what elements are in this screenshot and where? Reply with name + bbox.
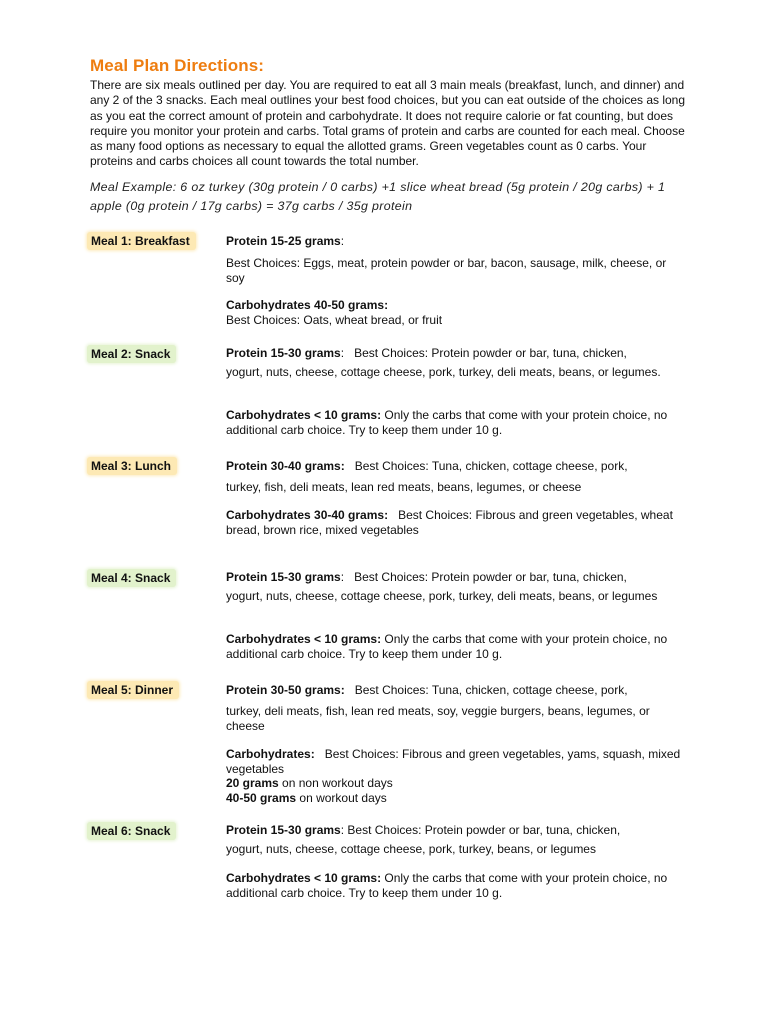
intro-paragraph: There are six meals outlined per day. You are required to eat all 3 main meals (breakfast, lunch, and dinner) and any 2 of the 3 snacks. Each meal outlines your best food choices, but you can eat outside of the choices as long as you eat the correct amount of protein and carbohydrate. It does not require calorie or fat counting, but does require you monitor your protein and carbs. Total grams of protein and carbs are counted for each meal. Choose as many food options as necessary to equal the allotted grams. Green vegetables count as 0 carbs. Your proteins and carbs choices all count towards the total number. (90, 78, 686, 169)
carb-heading: Carbohydrates < 10 grams: (226, 632, 382, 646)
meal-6-protein-choices: yogurt, nuts, cheese, cottage cheese, pork, turkey, beans, or legumes (226, 842, 596, 856)
protein-colon: : (340, 823, 345, 837)
protein-heading: Protein 30-50 grams: (226, 683, 345, 697)
meal-5-workout (226, 791, 686, 806)
protein-colon: : (340, 570, 345, 584)
meal-label-breakfast: Meal 1: Breakfast (87, 232, 196, 250)
carb-heading: Carbohydrates 30-40 grams: (226, 508, 389, 522)
meal-3-carbs (226, 508, 686, 537)
meal-6-protein-line (226, 823, 686, 838)
meal-label-snack-3: Meal 6: Snack (87, 822, 176, 840)
protein-choices-start: Best Choices: Protein powder or bar, tuna, chicken, (347, 823, 621, 837)
workout-text: on workout days (299, 791, 387, 805)
protein-choices-start: Best Choices: Tuna, chicken, cottage cheese, pork, (354, 683, 628, 697)
meal-2-protein-choices: yogurt, nuts, cheese, cottage cheese, pork, turkey, deli meats, beans, or legumes. (226, 365, 661, 379)
protein-heading: Protein 15-30 grams (226, 570, 341, 584)
meal-1-carb-choices: Best Choices: Oats, wheat bread, or fruit (226, 313, 443, 327)
non-workout-grams: 20 grams (226, 776, 279, 790)
carb-choices: Only the carbs that come with your protein choice, no additional carb choice. Try to keep them under 10 g. (226, 871, 668, 900)
protein-heading: Protein 30-40 grams: (226, 459, 345, 473)
protein-choices-start: Best Choices: Protein powder or bar, tuna, chicken, (354, 346, 627, 360)
meal-label-lunch: Meal 3: Lunch (87, 457, 177, 475)
meal-3-protein-choices: turkey, fish, deli meats, lean red meats, beans, legumes, or cheese (226, 480, 582, 494)
protein-choices-start: Best Choices: Tuna, chicken, cottage cheese, pork, (354, 459, 628, 473)
meal-5-non-workout (226, 776, 686, 791)
protein-heading: Protein 15-30 grams (226, 823, 341, 837)
meal-4-carbs (226, 632, 686, 661)
protein-colon: : (340, 234, 345, 248)
meal-4-protein-choices: yogurt, nuts, cheese, cottage cheese, pork, turkey, deli meats, beans, or legumes (226, 589, 658, 603)
non-workout-text: on non workout days (282, 776, 393, 790)
protein-colon: : (340, 346, 345, 360)
meal-example: Meal Example: 6 oz turkey (30g protein / 0 carbs) +1 slice wheat bread (5g protein / 20g carbs) + 1 apple (0g protein / 17g carbs) = 37g carbs / 35g protein (90, 180, 666, 213)
meal-1-carb-heading (226, 298, 686, 313)
carb-heading: Carbohydrates 40-50 grams: (226, 298, 389, 312)
meal-6-carbs (226, 871, 686, 900)
protein-choices-start: Best Choices: Protein powder or bar, tuna, chicken, (354, 570, 627, 584)
page-title: Meal Plan Directions: (90, 56, 265, 75)
carb-heading: Carbohydrates < 10 grams: (226, 408, 382, 422)
meal-1-protein-heading (226, 234, 686, 249)
meal-5-carbs (226, 747, 686, 776)
meal-label-dinner: Meal 5: Dinner (87, 681, 179, 699)
carb-heading: Carbohydrates < 10 grams: (226, 871, 382, 885)
meal-3-protein-line (226, 459, 686, 474)
meal-label-snack-1: Meal 2: Snack (87, 345, 176, 363)
meal-5-protein-choices: turkey, deli meats, fish, lean red meats, soy, veggie burgers, beans, legumes, or cheese (226, 704, 650, 733)
meal-label-snack-2: Meal 4: Snack (87, 569, 176, 587)
carb-choices: Only the carbs that come with your protein choice, no additional carb choice. Try to keep them under 10 g. (226, 632, 668, 661)
carb-heading: Carbohydrates: (226, 747, 315, 761)
workout-grams: 40-50 grams (226, 791, 297, 805)
protein-heading: Protein 15-25 grams (226, 234, 341, 248)
carb-choices: Best Choices: Fibrous and green vegetables, wheat bread, brown rice, mixed vegetables (226, 508, 673, 537)
meal-4-protein-line (226, 570, 686, 585)
carb-choices: Only the carbs that come with your protein choice, no additional carb choice. Try to keep them under 10 g. (226, 408, 668, 437)
meal-2-carbs (226, 408, 686, 437)
carb-choices: Best Choices: Fibrous and green vegetables, yams, squash, mixed vegetables (226, 747, 681, 776)
meal-2-protein-line (226, 346, 686, 361)
protein-heading: Protein 15-30 grams (226, 346, 341, 360)
meal-1-protein-choices: Best Choices: Eggs, meat, protein powder or bar, bacon, sausage, milk, cheese, or soy (226, 256, 667, 285)
meal-5-protein-line (226, 683, 686, 698)
